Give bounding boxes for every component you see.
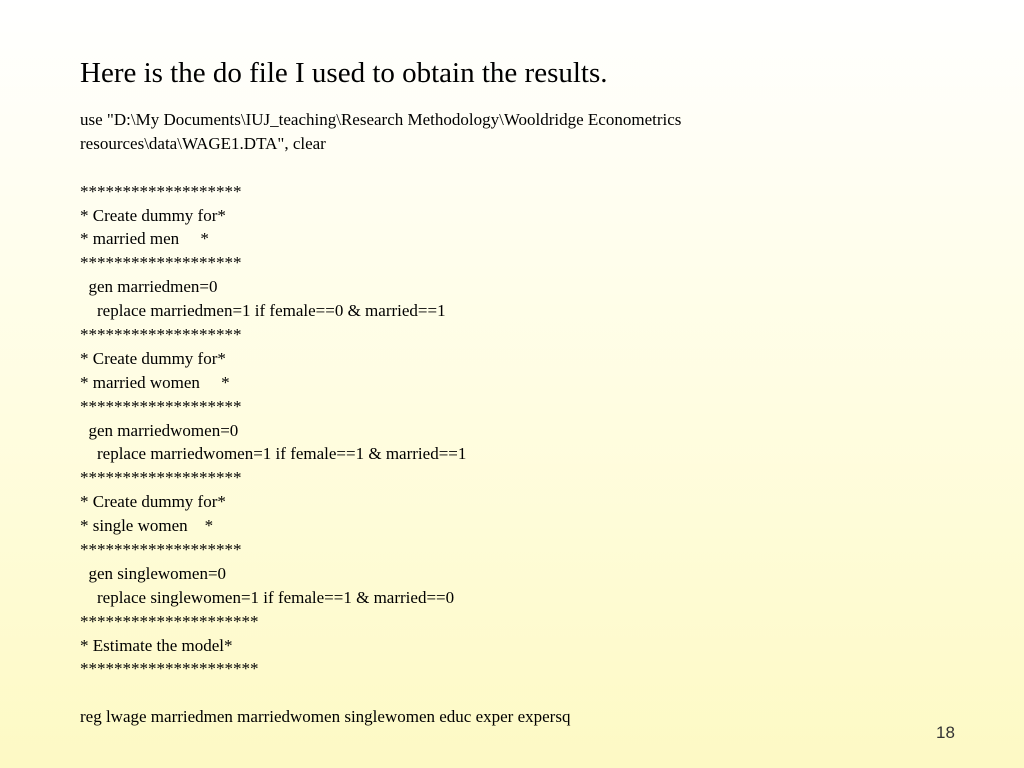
code-line: *********************	[80, 611, 259, 631]
slide-title: Here is the do file I used to obtain the results.	[80, 57, 608, 89]
code-line: resources\data\WAGE1.DTA", clear	[80, 133, 326, 153]
code-line: reg lwage marriedmen marriedwomen singlewomen educ exper expersq	[80, 707, 571, 727]
code-line: gen marriedwomen=0	[80, 420, 239, 440]
code-line: gen singlewomen=0	[80, 563, 227, 583]
code-line: *******************	[80, 325, 242, 345]
code-line: replace marriedmen=1 if female==0 & married==1	[80, 301, 446, 321]
code-line: * married women *	[80, 372, 230, 392]
code-line: * married men *	[80, 229, 209, 249]
code-line: * Estimate the model*	[80, 635, 233, 655]
code-line: *********************	[80, 659, 259, 679]
code-line: replace marriedwomen=1 if female==1 & married==1	[80, 444, 467, 464]
code-line: *******************	[80, 396, 242, 416]
blank-line	[80, 156, 940, 180]
do-file-code	[80, 108, 940, 729]
code-line: *******************	[80, 253, 242, 273]
code-line: * Create dummy for*	[80, 205, 226, 225]
code-line: * Create dummy for*	[80, 492, 226, 512]
code-line: use "D:\My Documents\IUJ_teaching\Research Methodology\Wooldridge Econometrics	[80, 110, 682, 129]
code-line: *******************	[80, 540, 242, 560]
code-line: * single women *	[80, 516, 214, 536]
slide-number: 18	[936, 723, 955, 742]
code-line: replace singlewomen=1 if female==1 & married==0	[80, 587, 455, 607]
code-line: *******************	[80, 468, 242, 488]
code-line: gen marriedmen=0	[80, 277, 218, 297]
code-line: * Create dummy for*	[80, 348, 226, 368]
blank-line	[80, 681, 940, 705]
code-line: *******************	[80, 181, 242, 201]
